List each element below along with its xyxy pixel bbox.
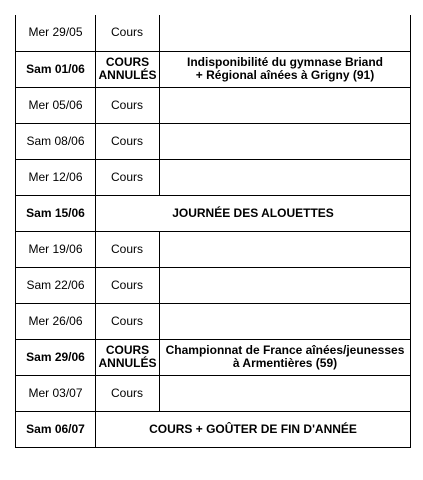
table-row xyxy=(16,231,411,267)
date-cell: Sam 08/06 xyxy=(16,123,96,159)
table-row xyxy=(16,87,411,123)
date-cell: Sam 22/06 xyxy=(16,267,96,303)
type-cell: Cours xyxy=(96,303,160,339)
type-cell: Cours xyxy=(96,123,160,159)
table-row xyxy=(16,303,411,339)
note-cell xyxy=(160,15,411,51)
date-cell: Sam 15/06 xyxy=(16,195,96,231)
schedule-table xyxy=(15,15,411,448)
date-cell: Mer 29/05 xyxy=(16,15,96,51)
date-cell: Mer 26/06 xyxy=(16,303,96,339)
table-row xyxy=(16,15,411,51)
note-cell xyxy=(160,159,411,195)
table-row xyxy=(16,375,411,411)
date-cell: Mer 05/06 xyxy=(16,87,96,123)
type-line: COURS xyxy=(105,55,150,69)
note-cell xyxy=(160,87,411,123)
date-cell: Sam 06/07 xyxy=(16,411,96,447)
note-line: + Régional aînées à Grigny (91) xyxy=(195,68,375,82)
table-row xyxy=(16,195,411,231)
type-cell: Cours xyxy=(96,15,160,51)
note-line: Championnat de France aînées/jeunesses xyxy=(165,343,405,357)
type-cell: Cours xyxy=(96,231,160,267)
type-cell: Cours xyxy=(96,159,160,195)
table-row xyxy=(16,339,411,375)
event-cell: JOURNÉE DES ALOUETTES xyxy=(96,195,411,231)
table-row xyxy=(16,159,411,195)
date-cell: Sam 29/06 xyxy=(16,339,96,375)
note-line: Indisponibilité du gymnase Briand xyxy=(186,55,384,69)
event-cell: COURS + GOÛTER DE FIN D'ANNÉE xyxy=(96,411,411,447)
type-cell: Cours xyxy=(96,267,160,303)
type-line: ANNULÉS xyxy=(98,68,157,82)
table-row xyxy=(16,51,411,87)
note-line: à Armentières (59) xyxy=(232,356,338,370)
note-cell xyxy=(160,231,411,267)
note-cell xyxy=(160,339,411,375)
type-cell: Cours xyxy=(96,87,160,123)
table-row xyxy=(16,411,411,447)
type-line: ANNULÉS xyxy=(98,356,157,370)
note-cell xyxy=(160,267,411,303)
date-cell: Sam 01/06 xyxy=(16,51,96,87)
table-row xyxy=(16,123,411,159)
type-cell: Cours xyxy=(96,375,160,411)
note-cell xyxy=(160,51,411,87)
note-cell xyxy=(160,375,411,411)
note-cell xyxy=(160,303,411,339)
type-cell xyxy=(96,339,160,375)
type-cell xyxy=(96,51,160,87)
date-cell: Mer 12/06 xyxy=(16,159,96,195)
date-cell: Mer 19/06 xyxy=(16,231,96,267)
type-line: COURS xyxy=(105,343,150,357)
date-cell: Mer 03/07 xyxy=(16,375,96,411)
table-row xyxy=(16,267,411,303)
note-cell xyxy=(160,123,411,159)
